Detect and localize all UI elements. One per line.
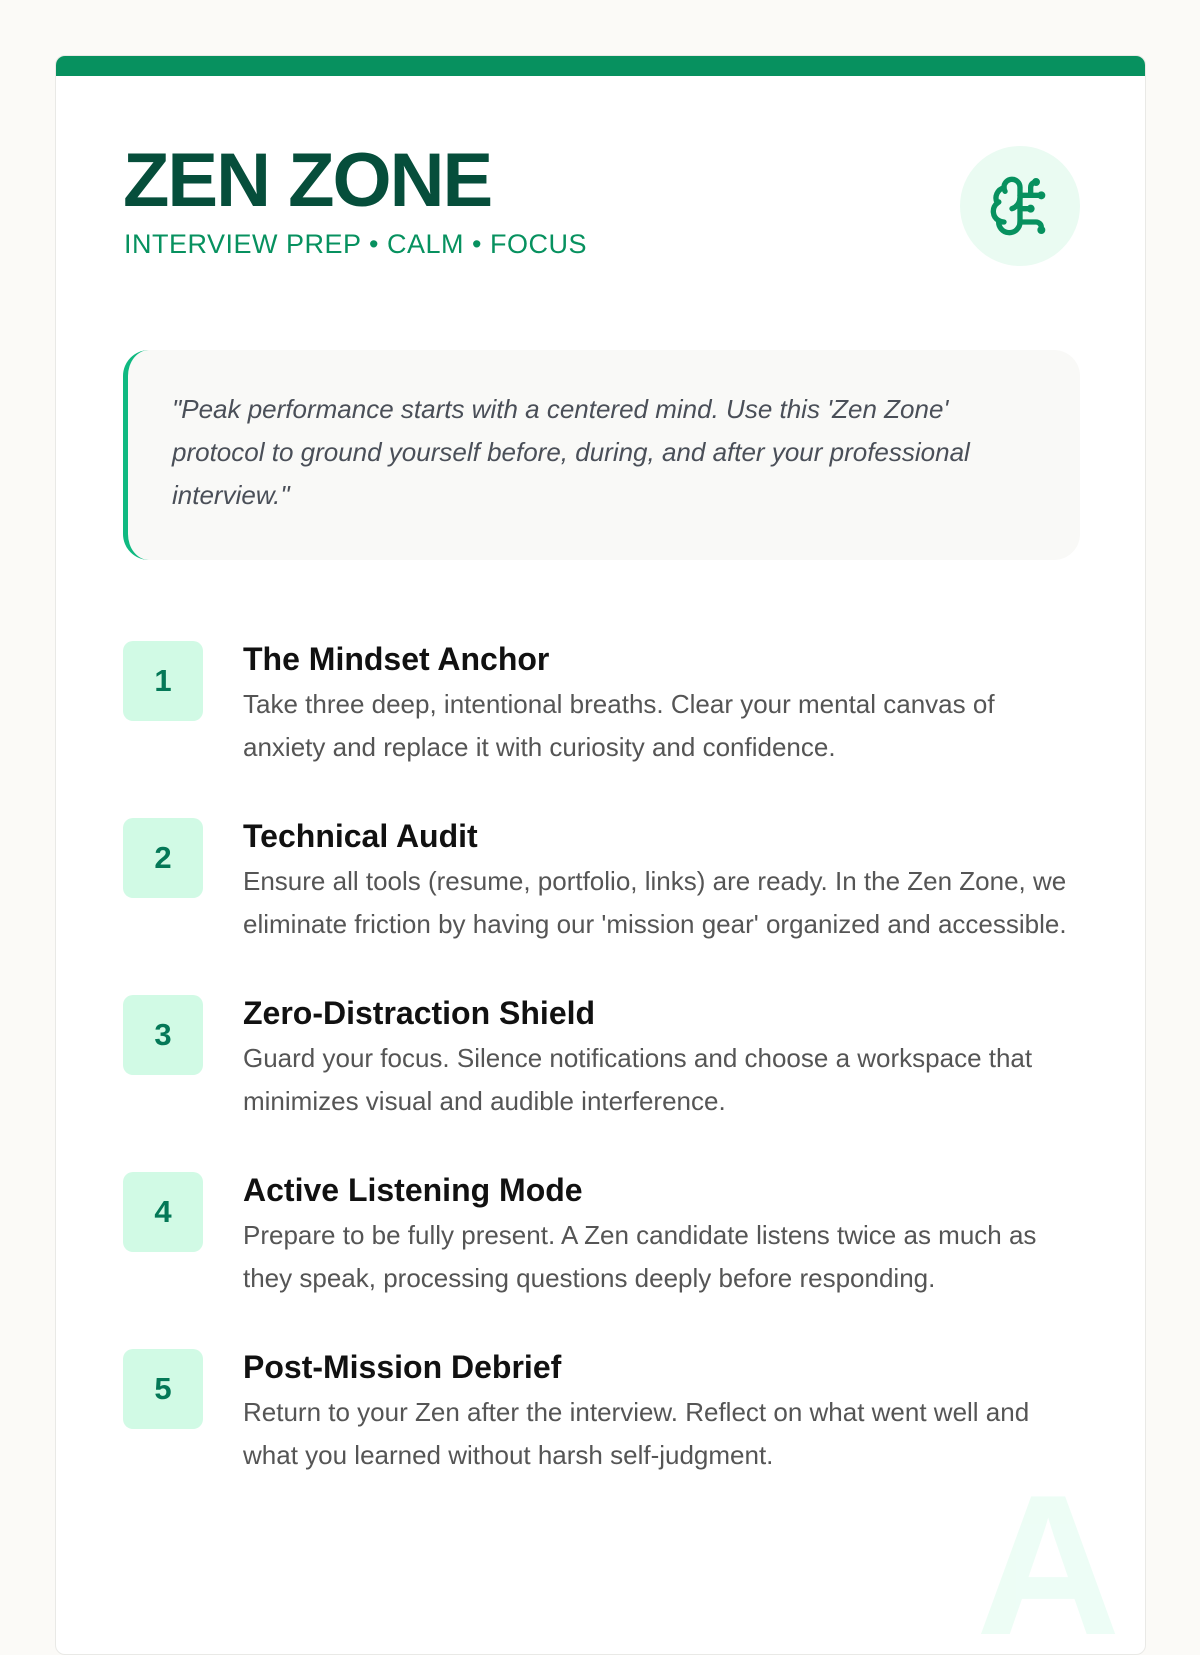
watermark-glyph: A <box>976 1454 1121 1655</box>
step-title: Active Listening Mode <box>243 1172 583 1208</box>
step-title: The Mindset Anchor <box>243 641 550 677</box>
page-subtitle: INTERVIEW PREP • CALM • FOCUS <box>124 229 587 259</box>
page-title: ZEN ZONE <box>123 138 492 223</box>
brain-icon <box>988 174 1052 238</box>
brain-icon-badge <box>960 146 1080 266</box>
step-description: Prepare to be fully present. A Zen candidate listens twice as much as they speak, processing questions deeply before responding. <box>243 1220 1037 1293</box>
step-description: Guard your focus. Silence notifications and choose a workspace that minimizes visual and audible interference. <box>243 1043 1033 1116</box>
step-number-badge: 4 <box>123 1172 203 1252</box>
step-item <box>123 993 1083 1123</box>
step-item <box>123 816 1083 946</box>
step-number-badge: 2 <box>123 818 203 898</box>
step-title: Zero-Distraction Shield <box>243 995 596 1031</box>
step-title: Post-Mission Debrief <box>243 1349 562 1385</box>
step-title: Technical Audit <box>243 818 478 854</box>
step-item <box>123 1347 1083 1477</box>
step-item <box>123 639 1083 769</box>
intro-quote <box>123 350 1080 560</box>
step-description: Ensure all tools (resume, portfolio, links) are ready. In the Zen Zone, we eliminate friction by having our 'mission gear' organized and accessible. <box>243 866 1067 939</box>
zen-zone-card <box>55 55 1146 1655</box>
steps-list <box>123 639 1083 1477</box>
accent-top-bar <box>56 56 1145 76</box>
quote-text: "Peak performance starts with a centered mind. Use this 'Zen Zone' protocol to ground yourself before, during, and after your professional interview." <box>172 394 970 510</box>
step-number-badge: 3 <box>123 995 203 1075</box>
step-number-badge: 5 <box>123 1349 203 1429</box>
step-number-badge: 1 <box>123 641 203 721</box>
step-description: Return to your Zen after the interview. Reflect on what went well and what you learned without harsh self-judgment. <box>243 1397 1030 1470</box>
step-item <box>123 1170 1083 1300</box>
step-description: Take three deep, intentional breaths. Clear your mental canvas of anxiety and replace it with curiosity and confidence. <box>243 689 995 762</box>
